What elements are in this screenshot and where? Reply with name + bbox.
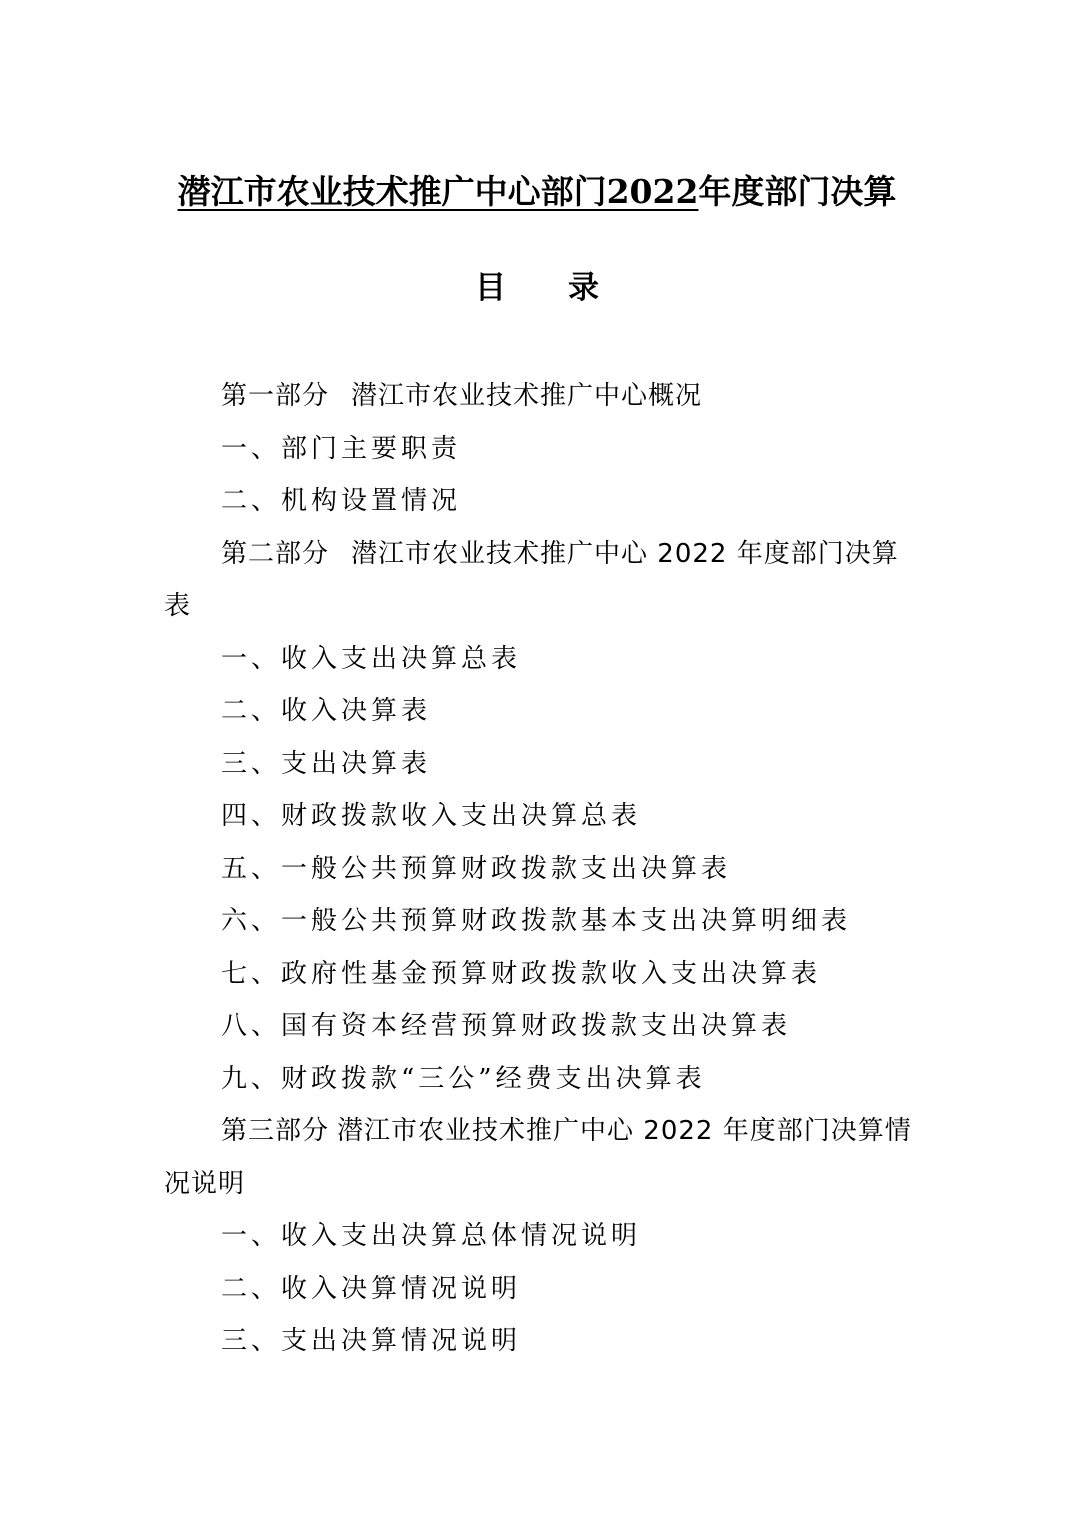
part-3-title: 潜江市农业技术推广中心 2022 年度部门决算情况说明 <box>164 1116 912 1199</box>
part-2-title: 潜江市农业技术推广中心 2022 年度部门决算表 <box>164 538 899 621</box>
toc-part-2 <box>164 528 924 633</box>
toc-item: 二、收入决算表 <box>221 696 432 726</box>
document-title-rest: 年度部门决算 <box>698 172 897 211</box>
toc-item: 三、支出决算情况说明 <box>221 1326 522 1356</box>
toc-heading-right: 录 <box>568 270 599 306</box>
toc-heading-left: 目 <box>475 270 506 306</box>
toc-item: 八、国有资本经营预算财政拨款支出决算表 <box>221 1011 792 1041</box>
toc-item: 六、一般公共预算财政拨款基本支出决算明细表 <box>221 906 852 936</box>
toc-item: 四、财政拨款收入支出决算总表 <box>221 801 642 831</box>
toc-item: 一、收入支出决算总表 <box>221 643 522 674</box>
toc-item: 九、财政拨款“三公”经费支出决算表 <box>221 1063 706 1094</box>
toc-part-1 <box>164 370 924 423</box>
toc-part-3 <box>164 1105 924 1210</box>
part-3-heading: 第三部分 <box>221 1116 330 1146</box>
document-title <box>0 168 1074 216</box>
toc-item: 一、部门主要职责 <box>221 433 462 464</box>
toc-heading <box>0 266 1074 310</box>
part-2-heading: 第二部分 <box>221 538 330 569</box>
toc-item: 二、机构设置情况 <box>221 486 462 516</box>
part-1-heading: 第一部分 <box>221 381 330 411</box>
toc-item: 二、收入决算情况说明 <box>221 1273 522 1304</box>
part-1-title: 潜江市农业技术推广中心概况 <box>351 381 703 411</box>
table-of-contents <box>164 370 924 1368</box>
toc-item: 七、政府性基金预算财政拨款收入支出决算表 <box>221 958 822 989</box>
toc-item: 五、一般公共预算财政拨款支出决算表 <box>221 853 732 884</box>
document-title-underlined: 潜江市农业技术推广中心部门2022 <box>177 172 699 211</box>
toc-item: 一、收入支出决算总体情况说明 <box>221 1221 642 1251</box>
toc-item: 三、支出决算表 <box>221 748 432 779</box>
